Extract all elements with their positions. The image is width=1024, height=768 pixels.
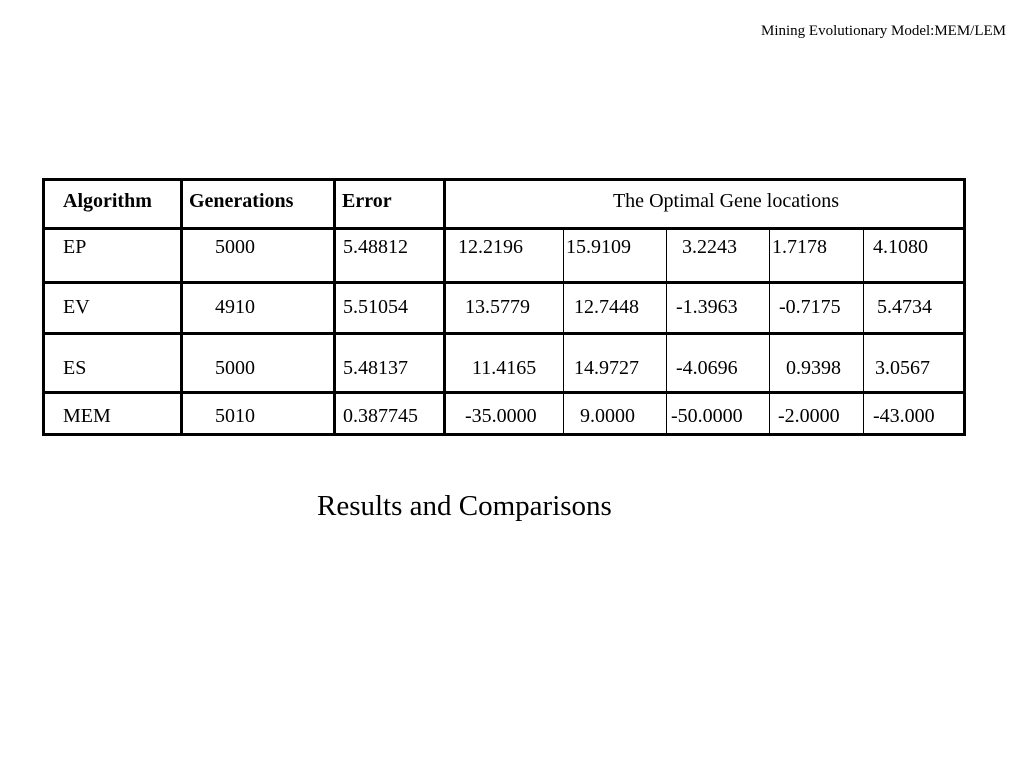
row-3-algorithm: ES	[63, 357, 87, 379]
row-1-gene-1: 12.2196	[458, 236, 523, 258]
divider-row-1	[45, 281, 963, 284]
row-1-algorithm: EP	[63, 236, 87, 258]
row-1-gene-4: 1.7178	[772, 236, 827, 258]
divider-generations-error	[333, 181, 336, 433]
row-2-error: 5.51054	[343, 296, 408, 318]
row-1-generations: 5000	[215, 236, 255, 258]
row-4-gene-1: -35.0000	[465, 405, 537, 427]
row-2-gene-5: 5.4734	[877, 296, 932, 318]
row-4-gene-5: -43.000	[873, 405, 935, 427]
row-3-gene-1: 11.4165	[472, 357, 537, 379]
row-2-gene-1: 13.5779	[465, 296, 530, 318]
row-1-gene-5: 4.1080	[873, 236, 928, 258]
row-4-algorithm: MEM	[63, 405, 111, 427]
header-generations: Generations	[189, 190, 294, 212]
row-3-gene-3: -4.0696	[676, 357, 738, 379]
row-4-generations: 5010	[215, 405, 255, 427]
row-3-gene-2: 14.9727	[574, 357, 639, 379]
row-4-gene-3: -50.0000	[671, 405, 743, 427]
row-3-generations: 5000	[215, 357, 255, 379]
header-error: Error	[342, 190, 392, 212]
header-algorithm: Algorithm	[63, 190, 152, 212]
divider-gene-2-3	[666, 227, 667, 433]
row-1-error: 5.48812	[343, 236, 408, 258]
divider-gene-4-5	[863, 227, 864, 433]
row-4-error: 0.387745	[343, 405, 418, 427]
row-3-gene-5: 3.0567	[875, 357, 930, 379]
slide-caption: Results and Comparisons	[317, 490, 612, 522]
divider-row-3	[45, 391, 963, 394]
row-2-generations: 4910	[215, 296, 255, 318]
row-2-algorithm: EV	[63, 296, 90, 318]
results-table	[42, 178, 966, 436]
row-2-gene-3: -1.3963	[676, 296, 738, 318]
divider-error-genes	[443, 181, 446, 433]
divider-header-row	[45, 227, 963, 230]
header-gene-locations: The Optimal Gene locations	[612, 190, 840, 212]
row-4-gene-2: 9.0000	[580, 405, 635, 427]
row-3-error: 5.48137	[343, 357, 408, 379]
row-3-gene-4: 0.9398	[786, 357, 841, 379]
row-2-gene-4: -0.7175	[779, 296, 841, 318]
row-1-gene-2: 15.9109	[566, 236, 631, 258]
row-1-gene-3: 3.2243	[682, 236, 737, 258]
divider-row-2	[45, 332, 963, 335]
divider-gene-3-4	[769, 227, 770, 433]
divider-gene-1-2	[563, 227, 564, 433]
row-2-gene-2: 12.7448	[574, 296, 639, 318]
divider-algorithm-generations	[180, 181, 183, 433]
row-4-gene-4: -2.0000	[778, 405, 840, 427]
slide-header-title: Mining Evolutionary Model:MEM/LEM	[761, 23, 1006, 39]
